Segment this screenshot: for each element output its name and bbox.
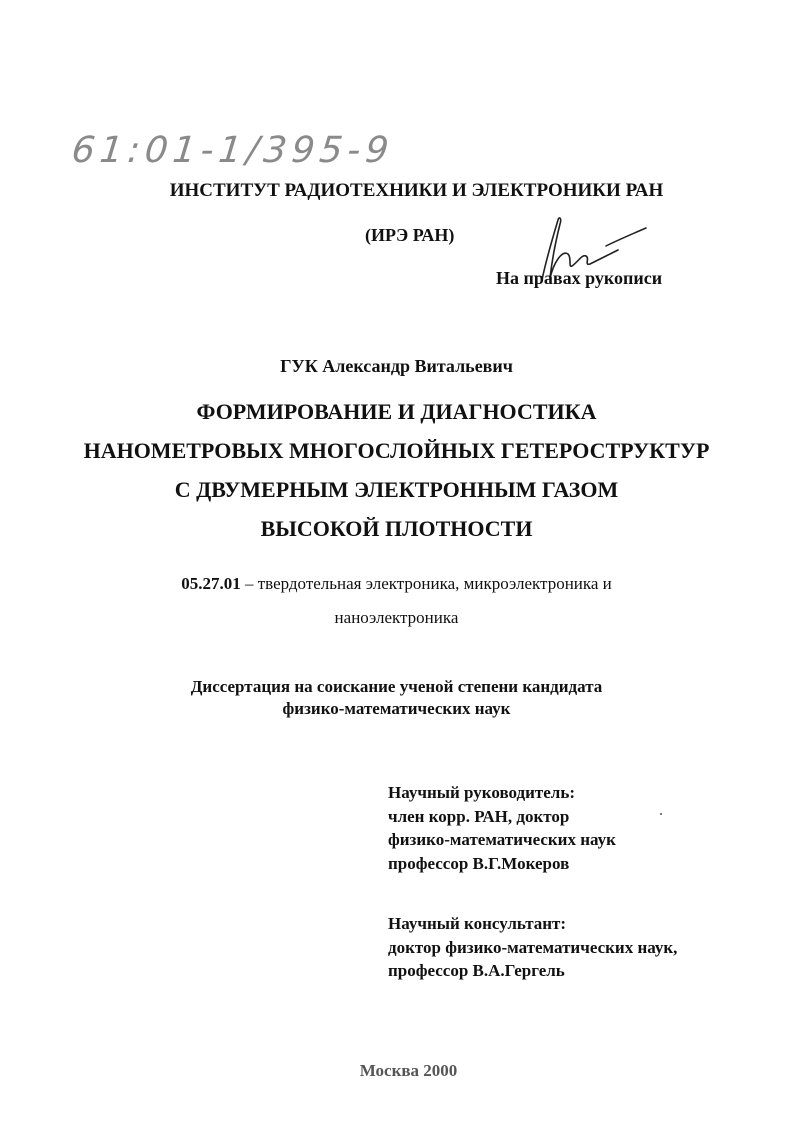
- specialty-line-2: наноэлектроника: [334, 608, 459, 627]
- specialty-name: – твердотельная электроника, микроэлектроника и: [240, 574, 612, 593]
- scientific-consultant: [388, 912, 677, 983]
- manuscript-note: На правах рукописи: [496, 268, 663, 288]
- degree-line: Диссертация на соискание ученой степени кандидата: [190, 677, 603, 696]
- supervisor-line: физико-математических наук: [388, 830, 616, 849]
- supervisor-line: член корр. РАН, доктор: [388, 806, 570, 826]
- title-line: НАНОМЕТРОВЫХ МНОГОСЛОЙНЫХ ГЕТЕРОСТРУКТУР: [83, 438, 710, 463]
- supervisor-heading: Научный руководитель:: [388, 783, 575, 802]
- author-name: ГУК Александр Витальевич: [280, 356, 513, 376]
- scan-speck: [660, 813, 662, 815]
- title-line: ВЫСОКОЙ ПЛОТНОСТИ: [260, 516, 533, 541]
- specialty-code: 05.27.01: [181, 574, 241, 593]
- institute-abbrev: (ИРЭ РАН): [365, 225, 455, 245]
- catalog-number: 61:01-1/395-9: [69, 130, 396, 171]
- institute-name: ИНСТИТУТ РАДИОТЕХНИКИ И ЭЛЕКТРОНИКИ РАН: [169, 180, 664, 201]
- degree-line: физико-математических наук: [282, 699, 511, 718]
- city-year: Москва 2000: [359, 1061, 458, 1080]
- title-line: ФОРМИРОВАНИЕ И ДИАГНОСТИКА: [196, 399, 597, 424]
- degree-statement: [0, 676, 793, 720]
- supervisor-line: профессор В.Г.Мокеров: [388, 853, 570, 873]
- consultant-line: доктор физико-математических наук,: [388, 937, 678, 957]
- dissertation-title: [0, 392, 793, 548]
- consultant-heading: Научный консультант:: [388, 914, 567, 933]
- specialty-line-1: [0, 567, 793, 601]
- title-line: С ДВУМЕРНЫМ ЭЛЕКТРОННЫМ ГАЗОМ: [174, 477, 619, 502]
- scientific-supervisor: [388, 781, 616, 875]
- specialty: [0, 567, 793, 635]
- consultant-line: профессор В.А.Гергель: [388, 961, 565, 980]
